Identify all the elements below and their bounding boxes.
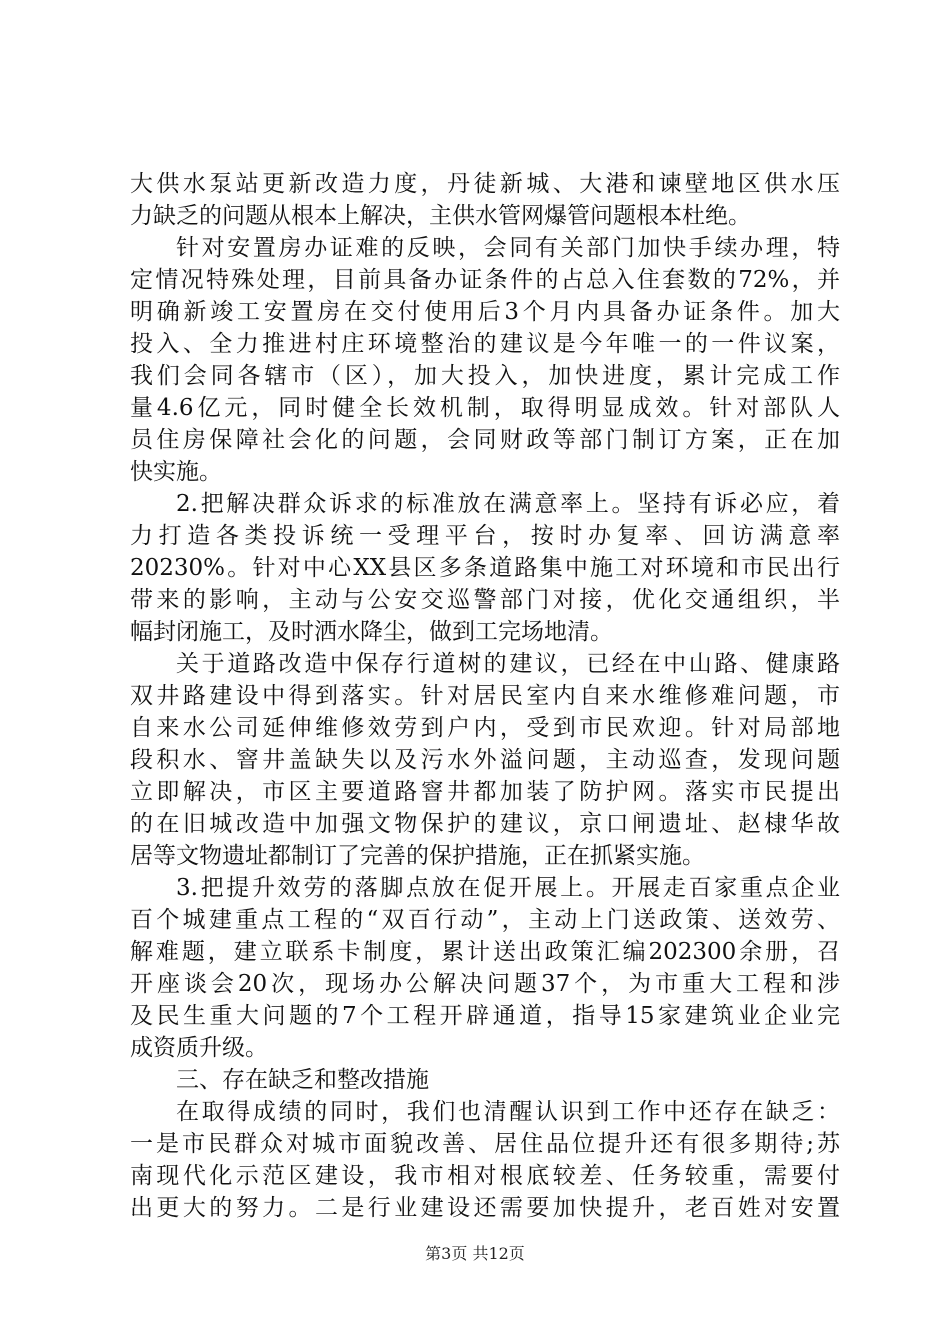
text-line: 一是市民群众对城市面貌改善、居住品位提升还有很多期待;苏	[130, 1131, 840, 1157]
text-line: 在取得成绩的同时，我们也清醒认识到工作中还存在缺乏：	[176, 1099, 840, 1125]
text-line: 立即解决，市区主要道路窨井都加装了防护网。落实市民提出	[130, 779, 840, 805]
text-line: 双井路建设中得到落实。针对居民室内自来水维修难问题，市	[130, 683, 840, 709]
text-line: 开座谈会20次，现场办公解决问题37个，为市重大工程和涉	[130, 971, 840, 997]
text-line: 关于道路改造中保存行道树的建议，已经在中山路、健康路	[176, 651, 840, 677]
text-line: 南现代化示范区建设，我市相对根底较差、任务较重，需要付	[130, 1163, 840, 1189]
text-line: 大供水泵站更新改造力度，丹徒新城、大港和谏壁地区供水压	[130, 171, 840, 197]
text-line: 我们会同各辖市（区），加大投入，加快进度，累计完成工作	[130, 363, 840, 389]
text-line: 投入、全力推进村庄环境整治的建议是今年唯一的一件议案，	[130, 331, 840, 357]
text-line: 及民生重大问题的7个工程开辟通道，指导15家建筑业企业完	[130, 1003, 840, 1029]
text-line: 3.把提升效劳的落脚点放在促开展上。开展走百家重点企业	[176, 875, 840, 901]
text-line: 明确新竣工安置房在交付使用后3个月内具备办证条件。加大	[130, 299, 840, 325]
text-line: 针对安置房办证难的反映，会同有关部门加快手续办理，特	[176, 235, 840, 261]
text-line: 量4.6亿元，同时健全长效机制，取得明显成效。针对部队人	[130, 395, 840, 421]
document-body	[130, 168, 840, 1224]
text-line: 2.把解决群众诉求的标准放在满意率上。坚持有诉必应，着	[176, 491, 840, 517]
text-line: 解难题，建立联系卡制度，累计送出政策汇编202300余册，召	[130, 939, 840, 965]
text-line: 百个城建重点工程的“双百行动”，主动上门送政策、送效劳、	[130, 907, 840, 933]
text-line: 快实施。	[130, 459, 222, 485]
text-line: 力打造各类投诉统一受理平台，按时办复率、回访满意率	[130, 523, 840, 549]
text-line: 力缺乏的问题从根本上解决，主供水管网爆管问题根本杜绝。	[130, 203, 751, 229]
text-line: 定情况特殊处理，目前具备办证条件的占总入住套数的72%，并	[130, 267, 840, 293]
text-line: 出更大的努力。二是行业建设还需要加快提升，老百姓对安置	[130, 1195, 840, 1221]
page-footer: 第3页 共12页	[425, 1244, 525, 1263]
text-line: 员住房保障社会化的问题，会同财政等部门制订方案，正在加	[130, 427, 840, 453]
text-line: 段积水、窨井盖缺失以及污水外溢问题，主动巡查，发现问题	[130, 747, 840, 773]
text-line: 带来的影响，主动与公安交巡警部门对接，优化交通组织，半	[130, 587, 840, 613]
text-line: 幅封闭施工，及时洒水降尘，做到工完场地清。	[130, 619, 613, 645]
text-line: 三、存在缺乏和整改措施	[176, 1067, 429, 1093]
text-line: 自来水公司延伸维修效劳到户内，受到市民欢迎。针对局部地	[130, 715, 840, 741]
text-line: 的在旧城改造中加强文物保护的建议，京口闸遗址、赵棣华故	[130, 811, 840, 837]
text-line: 成资质升级。	[130, 1035, 268, 1061]
text-line: 居等文物遗址都制订了完善的保护措施，正在抓紧实施。	[130, 843, 705, 869]
text-line: 20230%。针对中心XX县区多条道路集中施工对环境和市民出行	[130, 555, 840, 581]
